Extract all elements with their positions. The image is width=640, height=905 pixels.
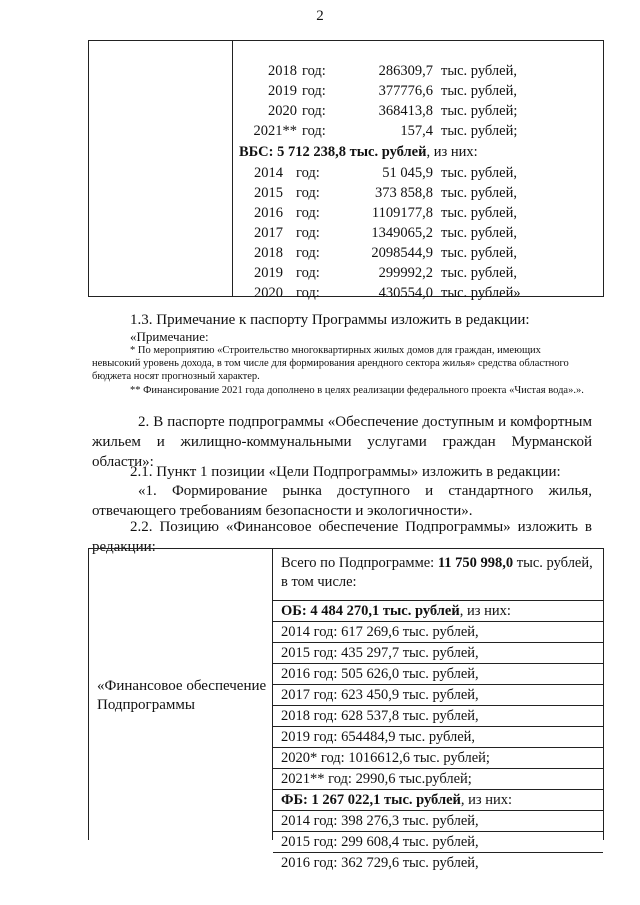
year-row-year: 2018: [268, 63, 297, 79]
year-row-amount: 51 045,9: [382, 165, 433, 181]
year-row: [239, 61, 603, 81]
year-row: [239, 101, 603, 121]
ob-heading-cell: ОБ: 4 484 270,1 тыс. рублей, из них:: [273, 601, 603, 622]
year-row-word: год:: [302, 123, 326, 139]
fb-year-cells: [273, 811, 603, 873]
financing-values-column: [273, 549, 603, 873]
year-cell: 2014 год: 617 269,6 тыс. рублей,: [273, 622, 603, 643]
financing-label-cell: «Финансовое обеспечение Подпрограммы: [97, 678, 267, 713]
year-row: [239, 283, 603, 303]
year-cell: 2017 год: 623 450,9 тыс. рублей,: [273, 685, 603, 706]
year-cell: 2015 год: 435 297,7 тыс. рублей,: [273, 643, 603, 664]
financing-values: [239, 61, 603, 303]
year-cell: 2019 год: 654484,9 тыс. рублей,: [273, 727, 603, 748]
year-row-amount: 1349065,2: [371, 225, 433, 241]
year-row-year: 2019: [268, 83, 297, 99]
section-2-1-heading: 2.1. Пункт 1 позиции «Цели Подпрограммы» изложить в редакции:: [130, 464, 561, 480]
financing-table-top: [88, 40, 604, 301]
year-row-amount: 373 858,8: [375, 185, 433, 201]
note-2: ** Финансирование 2021 года дополнено в целях реализации федерального проекта «Чистая вода».».: [130, 385, 584, 396]
year-cell: 2018 год: 628 537,8 тыс. рублей,: [273, 706, 603, 727]
year-row-year: 2017: [254, 225, 283, 241]
year-row-word: год:: [302, 83, 326, 99]
year-row-word: год:: [296, 225, 320, 241]
year-row-unit: тыс. рублей;: [441, 123, 518, 139]
year-row-word: год:: [302, 63, 326, 79]
year-row-unit: тыс. рублей,: [441, 245, 517, 261]
year-row: [239, 203, 603, 223]
year-row-unit: тыс. рублей;: [441, 103, 518, 119]
note-label: «Примечание:: [130, 329, 209, 344]
year-cell: 2016 год: 362 729,6 тыс. рублей,: [281, 855, 479, 871]
year-row-year: 2018: [254, 245, 283, 261]
year-row-year: 2019: [254, 265, 283, 281]
year-row-year: 2020: [254, 285, 283, 301]
year-row-word: год:: [296, 285, 320, 301]
year-row-unit: тыс. рублей,: [441, 83, 517, 99]
year-row-word: год:: [296, 205, 320, 221]
section-2-heading: 2. В паспорте подпрограммы «Обеспечение доступным и комфортным жильем и жилищно-коммунальными услугами граждан Мурманской области»:: [92, 414, 592, 470]
vbs-year-rows: [239, 163, 603, 303]
year-row-year: 2021**: [253, 123, 297, 139]
ob-year-rows: [239, 61, 603, 141]
page-number: 2: [316, 8, 324, 24]
year-row: [239, 223, 603, 243]
fb-heading-cell: ФБ: 1 267 022,1 тыс. рублей, из них:: [273, 790, 603, 811]
year-row: [239, 243, 603, 263]
section-1-3-heading: 1.3. Примечание к паспорту Программы изложить в редакции:: [130, 312, 530, 328]
year-row: [239, 183, 603, 203]
ob-year-cells: [273, 622, 603, 790]
year-row-unit: тыс. рублей,: [441, 185, 517, 201]
year-row-word: год:: [296, 185, 320, 201]
year-cell: 2021** год: 2990,6 тыс.рублей;: [273, 769, 603, 790]
year-cell: 2020* год: 1016612,6 тыс. рублей;: [273, 748, 603, 769]
total-cell: Всего по Подпрограмме: 11 750 998,0 тыс. рублей, в том числе:: [273, 549, 603, 601]
year-cell: 2014 год: 398 276,3 тыс. рублей,: [273, 811, 603, 832]
year-row: [239, 121, 603, 141]
year-row-word: год:: [296, 245, 320, 261]
note-1: * По мероприятию «Строительство многоквартирных жилых домов для граждан, имеющих невысокий уровень дохода, в том числе для формирования арендного сектора жилья» средства областного бюджета носят прогнозный характер.: [92, 345, 569, 382]
year-row-amount: 377776,6: [378, 83, 433, 99]
year-row-amount: 1109177,8: [371, 205, 433, 221]
year-row-amount: 368413,8: [378, 103, 433, 119]
year-row-year: 2014: [254, 165, 283, 181]
year-row-unit: тыс. рублей,: [441, 165, 517, 181]
column-divider: [232, 41, 233, 296]
year-row-year: 2015: [254, 185, 283, 201]
year-row: [239, 263, 603, 283]
year-row-amount: 286309,7: [378, 63, 433, 79]
year-row-amount: 430554,0: [378, 285, 433, 301]
year-row-unit: тыс. рублей,: [441, 205, 517, 221]
year-row-word: год:: [296, 165, 320, 181]
year-row: [239, 81, 603, 101]
year-row-unit: тыс. рублей,: [441, 265, 517, 281]
year-row-amount: 2098544,9: [371, 245, 433, 261]
year-row-amount: 299992,2: [378, 265, 433, 281]
year-cell: 2015 год: 299 608,4 тыс. рублей,: [273, 832, 603, 853]
year-row-unit: тыс. рублей,: [441, 63, 517, 79]
financing-table-bottom: [88, 548, 604, 871]
year-row-word: год:: [302, 103, 326, 119]
vbs-heading: ВБС: 5 712 238,8 тыс. рублей, из них:: [239, 144, 478, 160]
year-row-year: 2020: [268, 103, 297, 119]
year-row-unit: тыс. рублей»: [441, 285, 521, 301]
year-row-year: 2016: [254, 205, 283, 221]
year-row: [239, 163, 603, 183]
section-2-2-heading: 2.2. Позицию «Финансовое обеспечение Подпрограммы» изложить в редакции:: [92, 519, 592, 555]
year-row-word: год:: [296, 265, 320, 281]
section-2-1-text: «1. Формирование рынка доступного и стандартного жилья, отвечающего требованиям безопасности и экологичности».: [92, 483, 592, 519]
year-row-unit: тыс. рублей,: [441, 225, 517, 241]
year-row-amount: 157,4: [400, 123, 433, 139]
year-cell: 2016 год: 505 626,0 тыс. рублей,: [273, 664, 603, 685]
